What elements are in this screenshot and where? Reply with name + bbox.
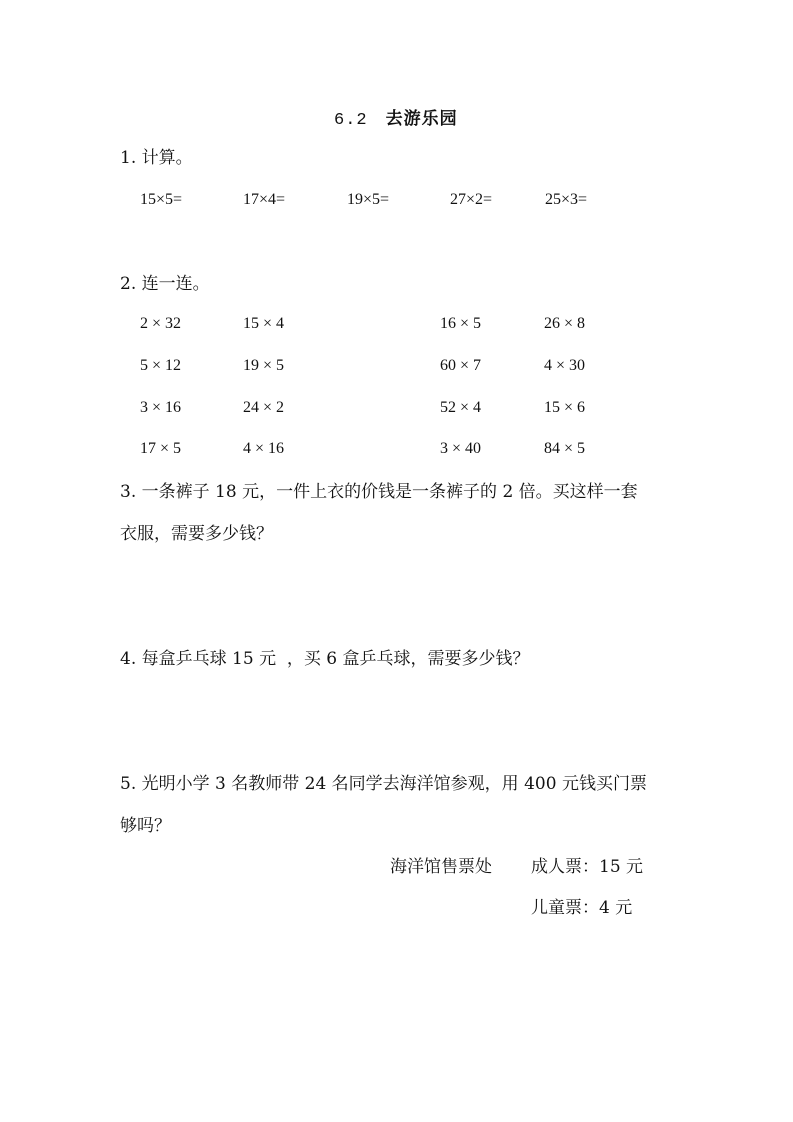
q1-item: 27×2= [450, 191, 493, 208]
page-title [334, 104, 458, 130]
match-item: 5 × 12 [140, 357, 182, 374]
match-item: 4 × 16 [243, 440, 285, 457]
match-item: 84 × 5 [544, 440, 586, 457]
q1-heading: 1. 计算。 [120, 148, 193, 168]
match-item: 26 × 8 [544, 315, 586, 332]
match-item: 24 × 2 [243, 399, 285, 416]
match-item: 16 × 5 [440, 315, 482, 332]
q1-item: 25×3= [545, 191, 588, 208]
q4-line-1: 4. 每盒乒乓球 15 元 ，买 6 盒乒乓球，需要多少钱？ [120, 649, 530, 669]
q5-line-2: 够吗？ [120, 816, 171, 836]
match-item: 19 × 5 [243, 357, 285, 374]
child-ticket-price: 儿童票：4 元 [531, 898, 633, 918]
match-item: 3 × 40 [440, 440, 482, 457]
section-number: 6.2 [334, 111, 368, 130]
q1-item: 19×5= [347, 191, 390, 208]
match-item: 3 × 16 [140, 399, 182, 416]
q1-item: 15×5= [140, 191, 183, 208]
q2-heading: 2. 连一连。 [120, 274, 210, 294]
match-item: 52 × 4 [440, 399, 482, 416]
match-item: 60 × 7 [440, 357, 482, 374]
ticket-office-label: 海洋馆售票处 [390, 857, 492, 877]
q3-line-1: 3. 一条裤子 18 元，一件上衣的价钱是一条裤子的 2 倍。买这样一套 [120, 482, 638, 502]
q3-line-2: 衣服，需要多少钱？ [120, 524, 273, 544]
q5-line-1: 5. 光明小学 3 名教师带 24 名同学去海洋馆参观，用 400 元钱买门票 [120, 774, 647, 794]
section-title: 去游乐园 [385, 109, 458, 129]
match-item: 15 × 6 [544, 399, 586, 416]
match-item: 17 × 5 [140, 440, 182, 457]
match-item: 4 × 30 [544, 357, 586, 374]
q1-item: 17×4= [243, 191, 286, 208]
adult-ticket-price: 成人票：15 元 [531, 857, 644, 877]
match-item: 2 × 32 [140, 315, 182, 332]
match-item: 15 × 4 [243, 315, 285, 332]
